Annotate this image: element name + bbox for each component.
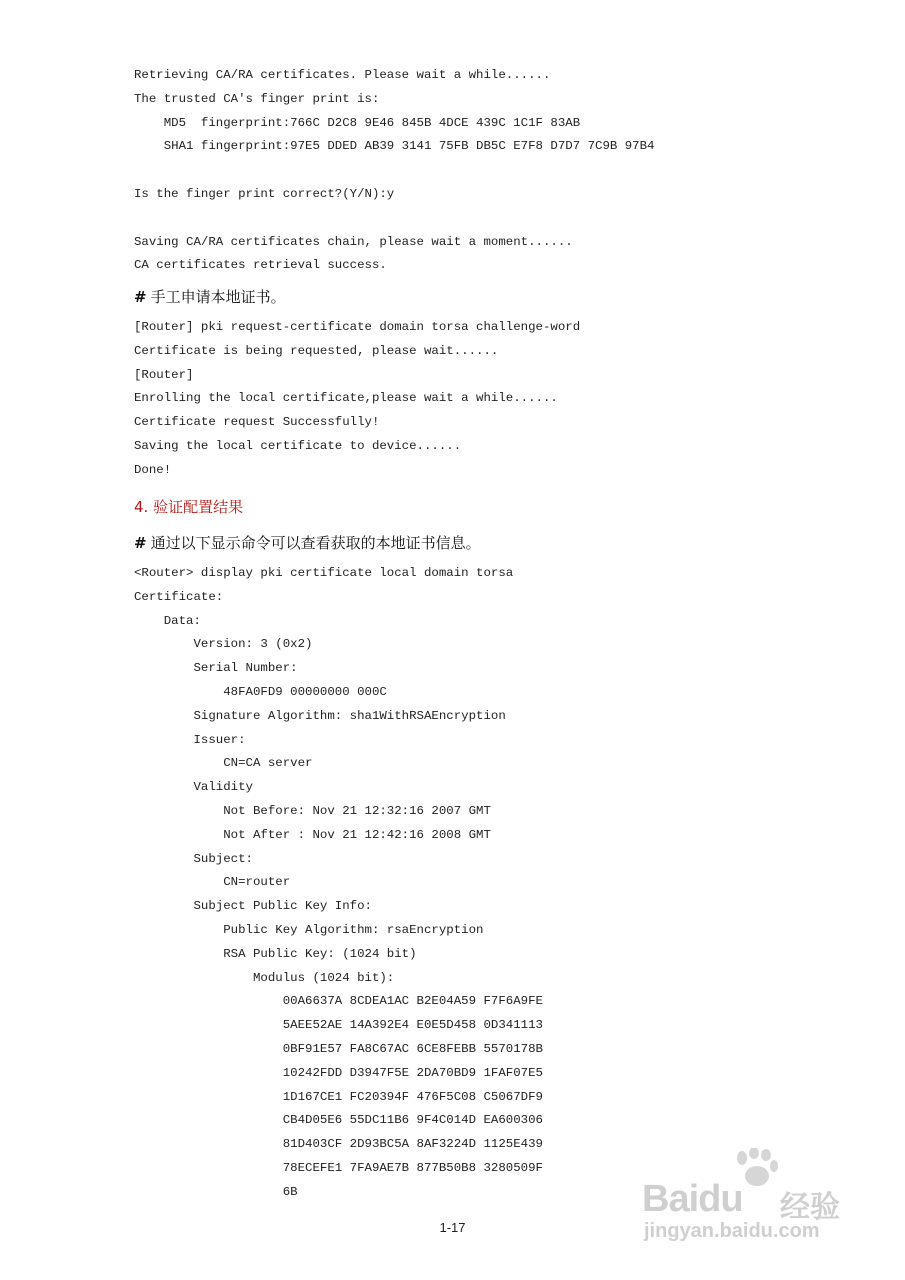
code-line: Is the finger print correct?(Y/N):y (134, 186, 395, 201)
code-line: MD5 fingerprint:766C D2C8 9E46 845B 4DCE 439C 1C1F 83AB (134, 115, 581, 130)
code-line: 6B (134, 1184, 298, 1199)
code-line: Retrieving CA/RA certificates. Please wait a while...... (134, 68, 551, 82)
watermark-logo-text: Baidu (642, 1178, 743, 1220)
code-line: Public Key Algorithm: rsaEncryption (134, 922, 484, 937)
code-line: Serial Number: (134, 661, 298, 676)
code-line: RSA Public Key: (1024 bit) (134, 946, 417, 961)
code-line: <Router> display pki certificate local domain torsa (134, 566, 514, 580)
code-line: 1D167CE1 FC20394F 476F5C08 C5067DF9 (134, 1089, 543, 1104)
code-line: Not After : Nov 21 12:42:16 2008 GMT (134, 827, 491, 842)
cli-output-block-ca-retrieval (134, 64, 655, 278)
code-line: Signature Algorithm: sha1WithRSAEncryption (134, 708, 506, 723)
code-line: Subject: (134, 851, 253, 866)
code-line: 5AEE52AE 14A392E4 E0E5D458 0D341113 (134, 1018, 543, 1033)
page-number: 1-17 (439, 1220, 466, 1235)
section-heading: 4. 验证配置结果 (134, 498, 244, 516)
code-line (134, 207, 655, 231)
code-line: Certificate is being requested, please wait...... (134, 343, 499, 358)
code-line: Not Before: Nov 21 12:32:16 2007 GMT (134, 803, 491, 818)
comment-hash: # (134, 534, 147, 552)
comment-display-command (134, 532, 481, 553)
code-line: 48FA0FD9 00000000 000C (134, 684, 387, 699)
code-line: Enrolling the local certificate,please wait a while...... (134, 391, 558, 406)
code-line: 00A6637A 8CDEA1AC B2E04A59 F7F6A9FE (134, 994, 543, 1009)
cli-output-block-display-certificate (134, 562, 543, 1205)
comment-text: 通过以下显示命令可以查看获取的本地证书信息。 (150, 534, 481, 552)
code-line: CN=CA server (134, 756, 313, 771)
code-line: CN=router (134, 875, 291, 890)
code-line: 81D403CF 2D93BC5A 8AF3224D 1125E439 (134, 1137, 543, 1152)
code-line: Certificate request Successfully! (134, 415, 380, 430)
code-line: Saving the local certificate to device...... (134, 438, 462, 453)
code-line: Issuer: (134, 732, 246, 747)
code-line: Modulus (1024 bit): (134, 970, 395, 985)
code-line: Validity (134, 780, 253, 795)
code-line: CB4D05E6 55DC11B6 9F4C014D EA600306 (134, 1113, 543, 1128)
code-line: CA certificates retrieval success. (134, 258, 387, 273)
code-line: Done! (134, 462, 172, 477)
cli-output-block-request-certificate (134, 316, 580, 483)
code-line (134, 159, 655, 183)
comment-hash: # (134, 288, 147, 306)
comment-manual-request (134, 286, 286, 307)
code-line: Saving CA/RA certificates chain, please wait a moment...... (134, 234, 573, 249)
code-line: Subject Public Key Info: (134, 899, 372, 914)
watermark-url: jingyan.baidu.com (644, 1220, 820, 1242)
code-line: Data: (134, 613, 201, 628)
code-line: The trusted CA's finger print is: (134, 91, 380, 106)
baidu-watermark (640, 1150, 880, 1245)
code-line: 0BF91E57 FA8C67AC 6CE8FEBB 5570178B (134, 1041, 543, 1056)
code-line: 10242FDD D3947F5E 2DA70BD9 1FAF07E5 (134, 1065, 543, 1080)
code-line: SHA1 fingerprint:97E5 DDED AB39 3141 75FB DB5C E7F8 D7D7 7C9B 97B4 (134, 139, 655, 154)
code-line: Version: 3 (0x2) (134, 637, 313, 652)
code-line: [Router] pki request-certificate domain torsa challenge-word (134, 320, 581, 334)
comment-text: 手工申请本地证书。 (150, 288, 286, 306)
code-line: [Router] (134, 367, 194, 382)
code-line: Certificate: (134, 589, 224, 604)
code-line: 78ECEFE1 7FA9AE7B 877B50B8 3280509F (134, 1160, 543, 1175)
watermark-cn-text: 经验 (780, 1191, 840, 1224)
